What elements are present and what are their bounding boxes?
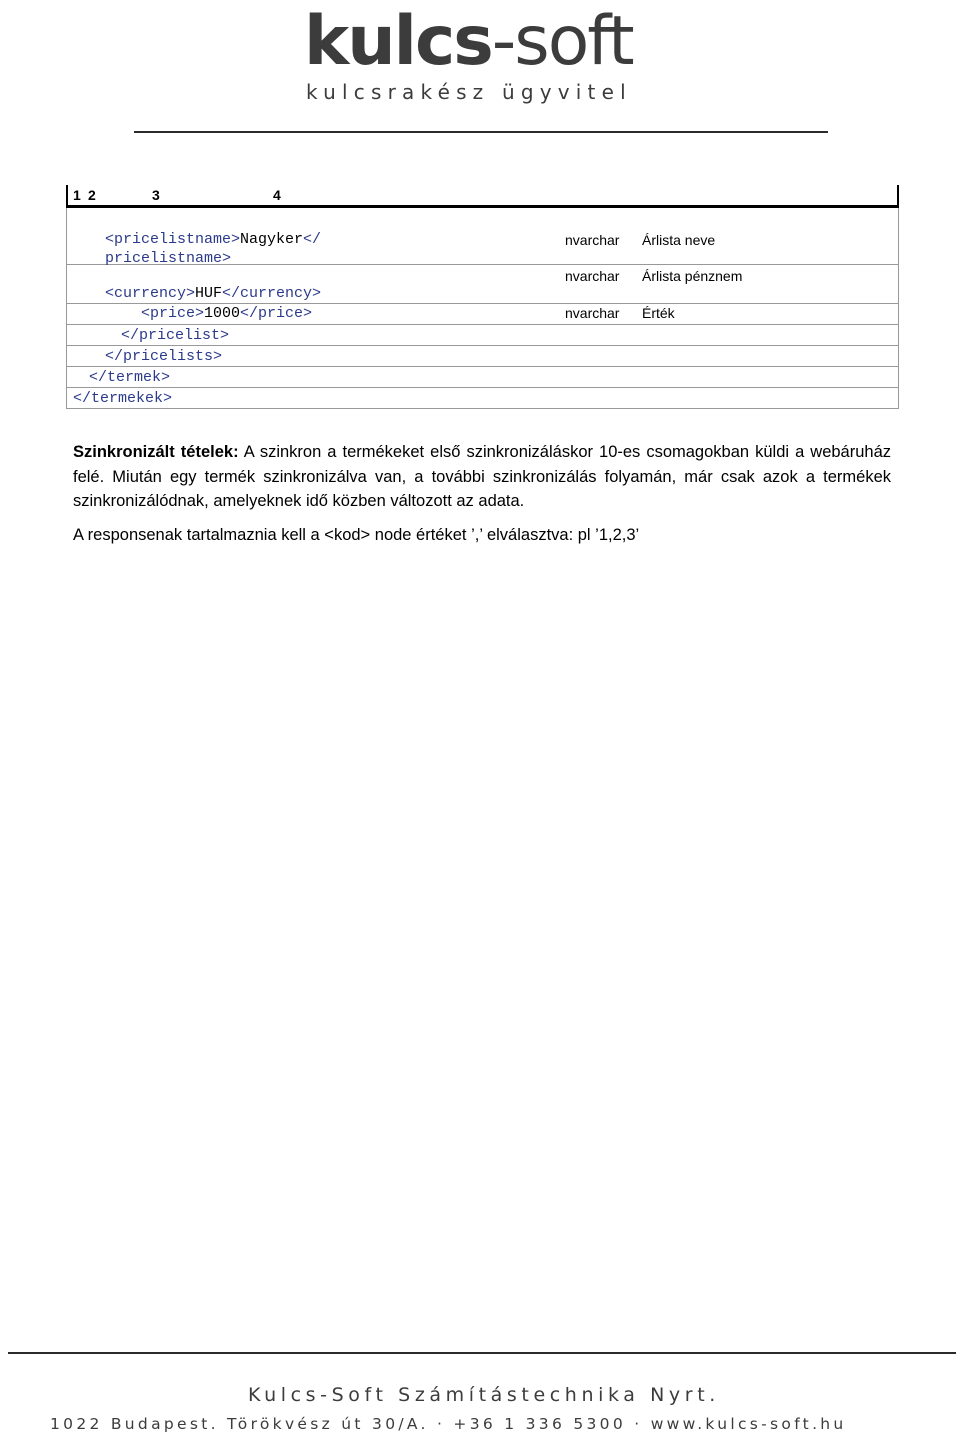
table-row bbox=[67, 367, 898, 388]
table-row bbox=[67, 388, 898, 409]
type-cell: nvarchar bbox=[565, 232, 620, 248]
code-cell: </termek> bbox=[89, 369, 171, 386]
footer-address: 1022 Budapest. Törökvész út 30/A. · +36 1 336 5300 · www.kulcs-soft.hu bbox=[50, 1415, 847, 1433]
type-cell: nvarchar bbox=[565, 305, 620, 321]
logo-bold-text: kulcs bbox=[304, 2, 492, 81]
description-cell: Árlista neve bbox=[642, 232, 716, 248]
code-cell: <price>1000</price> bbox=[141, 305, 313, 322]
response-paragraph: A responsenak tartalmaznia kell a <kod> node értéket ’,’ elválasztva: pl ’1,2,3’ bbox=[73, 526, 640, 544]
sync-paragraph bbox=[73, 440, 891, 514]
sync-text: A szinkron a termékeket első szinkronizáláskor 10-es csomagokban küldi a webáruház felé. Miután egy termék szinkronizálva van, a további szinkronizálás folyamán, már csak azok a termékek szinkronizálódnak, amelyeknek idő közben változott az adata. bbox=[73, 443, 891, 510]
type-cell: nvarchar bbox=[565, 268, 620, 284]
column-header-4: 4 bbox=[273, 187, 281, 203]
code-cell: </pricelist> bbox=[121, 327, 230, 344]
column-header-1: 1 bbox=[73, 187, 81, 203]
company-logo bbox=[300, 4, 660, 104]
code-cell: </pricelists> bbox=[105, 348, 223, 365]
header-divider bbox=[134, 131, 828, 133]
table-row bbox=[67, 346, 898, 367]
logo-tagline: kulcsrakész ügyvitel bbox=[306, 80, 632, 104]
table-row bbox=[67, 325, 898, 346]
footer-company-name: Kulcs-Soft Számítástechnika Nyrt. bbox=[248, 1384, 720, 1406]
column-header-2: 2 bbox=[88, 187, 96, 203]
code-cell: </termekek> bbox=[73, 390, 173, 407]
description-cell: Árlista pénznem bbox=[642, 268, 743, 284]
table-row bbox=[67, 304, 898, 325]
table-header bbox=[66, 185, 899, 208]
xml-field-table bbox=[66, 185, 899, 409]
column-header-3: 3 bbox=[152, 187, 160, 203]
logo-thin-text: -soft bbox=[491, 2, 633, 81]
sync-heading: Szinkronizált tételek: bbox=[73, 443, 239, 461]
code-cell: <currency>HUF</currency> bbox=[105, 285, 322, 302]
table-row bbox=[67, 208, 898, 265]
footer-divider bbox=[8, 1352, 956, 1354]
code-cell: <pricelistname>Nagyker</ pricelistname> bbox=[105, 231, 322, 267]
table-row bbox=[67, 265, 898, 304]
description-cell: Érték bbox=[642, 305, 675, 321]
